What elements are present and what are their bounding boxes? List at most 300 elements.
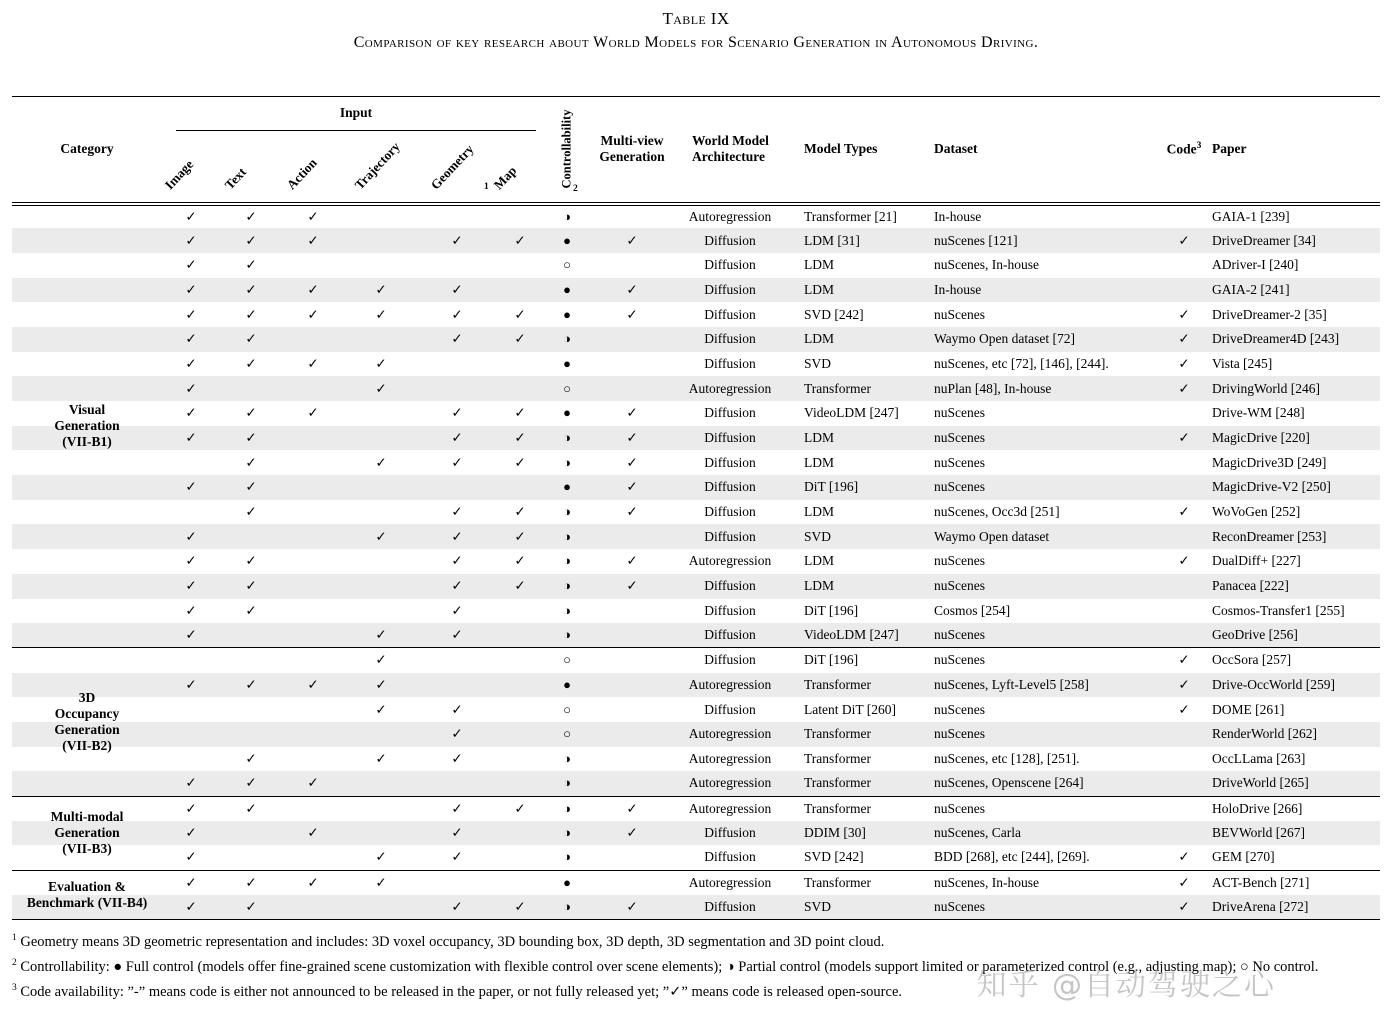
dataset-cell: nuScenes bbox=[934, 306, 985, 322]
input-check-geometry: ✓ bbox=[451, 430, 463, 446]
input-check-text: ✓ bbox=[245, 306, 257, 322]
column-header-trajectory: Trajectory bbox=[351, 138, 403, 192]
column-header-code bbox=[1160, 97, 1208, 204]
table-row bbox=[12, 352, 1380, 377]
table-row bbox=[12, 524, 1380, 549]
category-spacer bbox=[12, 549, 162, 574]
input-check-text: ✓ bbox=[245, 331, 257, 347]
category-spacer bbox=[12, 574, 162, 599]
dataset-cell: nuScenes bbox=[934, 578, 985, 594]
input-check-geometry: ✓ bbox=[451, 331, 463, 347]
code-check bbox=[1160, 450, 1208, 475]
controllability-mark: ◑ bbox=[563, 627, 571, 643]
input-check-geometry: ✓ bbox=[451, 504, 463, 520]
dataset-cell: nuScenes bbox=[934, 627, 985, 643]
category-spacer bbox=[12, 278, 162, 303]
input-check-map bbox=[496, 771, 544, 796]
code-check: ✓ bbox=[1178, 306, 1190, 322]
controllability-mark: ◑ bbox=[563, 454, 571, 470]
model-type-cell: LDM [31] bbox=[804, 232, 860, 248]
input-check-trajectory bbox=[344, 401, 418, 426]
table-number-title: Table IX bbox=[662, 9, 730, 28]
dataset-cell: nuScenes bbox=[934, 405, 985, 421]
dataset-cell: BDD [268], etc [244], [269]. bbox=[934, 849, 1090, 865]
architecture-cell: Autoregression bbox=[688, 750, 772, 766]
dataset-cell: nuScenes bbox=[934, 726, 985, 742]
input-check-image: ✓ bbox=[185, 331, 197, 347]
multiview-check: ✓ bbox=[626, 232, 638, 248]
dataset-cell: nuScenes, Occ3d [251] bbox=[934, 504, 1060, 520]
input-check-action bbox=[282, 450, 344, 475]
paper-cell: Panacea [222] bbox=[1212, 578, 1289, 594]
input-check-action bbox=[282, 623, 344, 648]
multiview-check bbox=[590, 673, 674, 698]
category-label: 3D Occupancy Generation (VII-B2) bbox=[54, 689, 120, 753]
input-check-geometry: ✓ bbox=[451, 232, 463, 248]
input-check-geometry: ✓ bbox=[451, 281, 463, 297]
input-check-map: ✓ bbox=[514, 405, 526, 421]
footnote-geometry bbox=[12, 928, 1380, 953]
model-type-cell: Transformer bbox=[804, 676, 871, 692]
input-check-text: ✓ bbox=[245, 578, 257, 594]
model-type-cell: SVD bbox=[804, 355, 832, 371]
input-check-action: ✓ bbox=[307, 281, 319, 297]
input-check-trajectory: ✓ bbox=[344, 870, 418, 895]
input-check-image: ✓ bbox=[162, 796, 220, 821]
footnotes bbox=[12, 928, 1380, 1002]
controllability-mark: ◑ bbox=[563, 430, 571, 446]
paper-cell: DrivingWorld [246] bbox=[1212, 380, 1321, 396]
input-check-geometry: ✓ bbox=[451, 701, 463, 717]
input-check-image: ✓ bbox=[185, 405, 197, 421]
input-check-geometry: ✓ bbox=[451, 553, 463, 569]
multiview-check bbox=[590, 524, 674, 549]
input-check-trajectory bbox=[344, 204, 418, 229]
input-check-image: ✓ bbox=[162, 870, 220, 895]
model-type-cell: LDM bbox=[804, 257, 834, 273]
input-check-geometry: ✓ bbox=[418, 796, 496, 821]
footnote-controllability bbox=[12, 953, 1380, 978]
table-row bbox=[12, 327, 1380, 352]
category-label: Multi-modal Generation (VII-B3) bbox=[50, 809, 124, 857]
input-check-text bbox=[220, 648, 282, 673]
dataset-cell: nuScenes bbox=[934, 479, 985, 495]
dataset-cell: nuScenes, Openscene [264] bbox=[934, 775, 1084, 791]
controllability-mark: ● bbox=[563, 405, 571, 421]
input-check-action: ✓ bbox=[307, 676, 319, 692]
code-check bbox=[1160, 253, 1208, 278]
controllability-mark: ◑ bbox=[563, 331, 571, 347]
input-check-image: ✓ bbox=[185, 281, 197, 297]
multiview-check: ✓ bbox=[626, 578, 638, 594]
input-check-trajectory bbox=[344, 771, 418, 796]
input-check-image bbox=[162, 722, 220, 747]
input-check-trajectory bbox=[344, 549, 418, 574]
table-row bbox=[12, 648, 1380, 673]
input-check-image: ✓ bbox=[185, 553, 197, 569]
input-check-action bbox=[282, 697, 344, 722]
architecture-cell: Diffusion bbox=[704, 232, 756, 248]
dataset-header-label: Dataset bbox=[934, 141, 978, 157]
header-row bbox=[12, 97, 1380, 204]
input-check-action bbox=[282, 747, 344, 772]
input-check-image bbox=[162, 450, 220, 475]
input-check-geometry bbox=[418, 673, 496, 698]
multiview-check bbox=[590, 697, 674, 722]
code-check bbox=[1160, 204, 1208, 229]
input-check-trajectory bbox=[344, 500, 418, 525]
table-row bbox=[12, 450, 1380, 475]
input-check-action bbox=[282, 253, 344, 278]
category-spacer bbox=[12, 673, 162, 698]
input-check-map bbox=[496, 697, 544, 722]
input-check-map: ✓ bbox=[514, 454, 526, 470]
input-check-image: ✓ bbox=[185, 257, 197, 273]
paper-cell: DriveDreamer [34] bbox=[1212, 232, 1316, 248]
dataset-cell: nuScenes bbox=[934, 701, 985, 717]
model-type-cell: Transformer bbox=[804, 775, 871, 791]
table-row bbox=[12, 870, 1380, 895]
dataset-cell: nuScenes, In-house bbox=[934, 257, 1039, 273]
architecture-cell: Autoregression bbox=[688, 208, 772, 224]
input-check-geometry: ✓ bbox=[451, 750, 463, 766]
architecture-cell: Autoregression bbox=[688, 676, 772, 692]
category-spacer bbox=[12, 821, 162, 846]
dataset-cell: nuScenes bbox=[916, 796, 1160, 821]
paper-cell: DualDiff+ [227] bbox=[1212, 553, 1301, 569]
input-check-text: ✓ bbox=[245, 405, 257, 421]
input-check-action: ✓ bbox=[307, 208, 319, 224]
table-row bbox=[12, 821, 1380, 846]
input-check-image: ✓ bbox=[185, 355, 197, 371]
multiview-check: ✓ bbox=[626, 479, 638, 495]
column-header-architecture bbox=[674, 97, 786, 204]
input-check-trajectory: ✓ bbox=[375, 627, 387, 643]
input-check-geometry: ✓ bbox=[451, 528, 463, 544]
input-check-action bbox=[282, 895, 344, 920]
architecture-cell: Diffusion bbox=[704, 257, 756, 273]
input-check-map bbox=[496, 722, 544, 747]
input-check-map: ✓ bbox=[514, 528, 526, 544]
input-check-map: ✓ bbox=[514, 331, 526, 347]
input-check-action: ✓ bbox=[307, 775, 319, 791]
architecture-cell: Diffusion bbox=[704, 479, 756, 495]
code-check bbox=[1160, 771, 1208, 796]
architecture-cell: Diffusion bbox=[704, 701, 756, 717]
dataset-cell: nuScenes, Carla bbox=[934, 825, 1021, 841]
category-spacer bbox=[12, 352, 162, 377]
input-check-trajectory bbox=[344, 574, 418, 599]
input-check-trajectory: ✓ bbox=[375, 355, 387, 371]
input-check-action bbox=[282, 796, 344, 821]
input-check-geometry bbox=[418, 648, 496, 673]
category-spacer bbox=[12, 426, 162, 451]
code-footnote-marker: 3 bbox=[1196, 141, 1202, 151]
architecture-cell: Diffusion bbox=[674, 648, 786, 673]
table-row bbox=[12, 204, 1380, 229]
model-type-cell: LDM bbox=[804, 578, 834, 594]
paper-cell: BEVWorld [267] bbox=[1212, 825, 1306, 841]
model-type-cell: Transformer bbox=[786, 870, 916, 895]
column-header-category bbox=[12, 97, 162, 204]
input-check-trajectory: ✓ bbox=[375, 676, 387, 692]
architecture-cell: Diffusion bbox=[704, 306, 756, 322]
input-check-text: ✓ bbox=[245, 257, 257, 273]
category-spacer bbox=[12, 450, 162, 475]
input-check-trajectory: ✓ bbox=[375, 306, 387, 322]
input-check-text: ✓ bbox=[245, 232, 257, 248]
input-check-text: ✓ bbox=[220, 796, 282, 821]
architecture-cell: Diffusion bbox=[704, 627, 756, 643]
input-check-map bbox=[496, 821, 544, 846]
architecture-header-label: World Model Architecture bbox=[692, 133, 769, 165]
paper-cell: OccLLama [263] bbox=[1212, 750, 1306, 766]
architecture-cell: Autoregression bbox=[688, 775, 772, 791]
controllability-mark: ◑ bbox=[563, 775, 571, 791]
model-type-cell: DiT [196] bbox=[786, 648, 916, 673]
category-spacer bbox=[12, 253, 162, 278]
input-check-trajectory: ✓ bbox=[375, 454, 387, 470]
table-row bbox=[12, 771, 1380, 796]
dataset-cell: nuScenes bbox=[916, 895, 1160, 920]
dataset-cell: In-house bbox=[934, 281, 982, 297]
paper-cell: OccSora [257] bbox=[1208, 648, 1380, 673]
input-check-geometry bbox=[418, 771, 496, 796]
code-check: ✓ bbox=[1178, 849, 1190, 865]
input-check-image: ✓ bbox=[185, 528, 197, 544]
input-check-map bbox=[496, 475, 544, 500]
footnote-text: Controllability: ● Full control (models offer fine-grained scene customization with flexible control over scene elements); ◑ Partial control (models support limited or parameterized control (e.g., adjusting map); ○ No control. bbox=[20, 958, 1319, 975]
input-check-text: ✓ bbox=[245, 602, 257, 618]
input-check-action bbox=[282, 574, 344, 599]
input-check-trajectory bbox=[344, 426, 418, 451]
input-check-action: ✓ bbox=[307, 825, 319, 841]
paper-cell: Cosmos-Transfer1 [255] bbox=[1212, 602, 1345, 618]
input-check-trajectory: ✓ bbox=[375, 750, 387, 766]
input-check-map bbox=[496, 870, 544, 895]
input-check-action bbox=[282, 327, 344, 352]
dataset-cell: In-house bbox=[934, 208, 982, 224]
controllability-mark: ○ bbox=[563, 257, 571, 273]
category-label: Evaluation & Benchmark (VII-B4) bbox=[26, 878, 148, 910]
code-check: ✓ bbox=[1178, 380, 1190, 396]
code-check: ✓ bbox=[1178, 355, 1190, 371]
column-header-map: Map bbox=[490, 162, 520, 192]
multiview-check bbox=[590, 722, 674, 747]
paper-cell: ADriver-I [240] bbox=[1212, 257, 1299, 273]
category-spacer bbox=[12, 845, 162, 870]
code-check bbox=[1160, 475, 1208, 500]
controllability-mark: ● bbox=[563, 355, 571, 371]
table-row bbox=[12, 895, 1380, 920]
input-check-image: ✓ bbox=[162, 895, 220, 920]
code-check bbox=[1160, 722, 1208, 747]
table-row bbox=[12, 623, 1380, 648]
multiview-check bbox=[590, 327, 674, 352]
model-type-cell: DiT [196] bbox=[804, 479, 859, 495]
input-check-map: ✓ bbox=[514, 306, 526, 322]
table-row bbox=[12, 722, 1380, 747]
multiview-check: ✓ bbox=[626, 281, 638, 297]
model-type-cell: LDM bbox=[804, 331, 834, 347]
input-check-trajectory: ✓ bbox=[375, 528, 387, 544]
category-spacer bbox=[12, 401, 162, 426]
multiview-check: ✓ bbox=[626, 553, 638, 569]
architecture-cell: Diffusion bbox=[674, 895, 786, 920]
model-type-cell: Latent DiT [260] bbox=[804, 701, 896, 717]
model-type-cell: LDM bbox=[804, 430, 834, 446]
input-check-geometry bbox=[418, 870, 496, 895]
model-type-cell: VideoLDM [247] bbox=[804, 627, 899, 643]
table-row bbox=[12, 747, 1380, 772]
input-check-text: ✓ bbox=[220, 870, 282, 895]
input-check-map bbox=[496, 204, 544, 229]
model-type-cell: SVD bbox=[786, 895, 916, 920]
input-check-text: ✓ bbox=[245, 355, 257, 371]
paper-cell: DOME [261] bbox=[1212, 701, 1285, 717]
table-row bbox=[12, 673, 1380, 698]
input-check-action bbox=[282, 426, 344, 451]
code-check bbox=[1160, 796, 1208, 821]
paper-cell: GEM [270] bbox=[1212, 849, 1275, 865]
paper-cell: GeoDrive [256] bbox=[1212, 627, 1298, 643]
controllability-mark: ◑ bbox=[563, 553, 571, 569]
paper-cell: WoVoGen [252] bbox=[1212, 504, 1301, 520]
model-type-cell: Transformer bbox=[786, 796, 916, 821]
dataset-cell: nuScenes, Lyft-Level5 [258] bbox=[934, 676, 1089, 692]
input-check-image: ✓ bbox=[185, 825, 197, 841]
table-caption: Comparison of key research about World Models for Scenario Generation in Autonomous Driving. bbox=[353, 34, 1039, 51]
category-spacer bbox=[12, 796, 162, 821]
multiview-check bbox=[590, 747, 674, 772]
input-check-image: ✓ bbox=[185, 306, 197, 322]
architecture-cell: Diffusion bbox=[704, 405, 756, 421]
input-check-trajectory bbox=[344, 599, 418, 624]
column-header-image: Image bbox=[161, 156, 197, 192]
controllability-mark: ◑ bbox=[563, 849, 571, 865]
input-group-header bbox=[162, 97, 544, 204]
category-spacer bbox=[12, 204, 162, 229]
input-check-image bbox=[162, 500, 220, 525]
input-check-trajectory: ✓ bbox=[375, 281, 387, 297]
comparison-table bbox=[12, 96, 1380, 920]
category-spacer bbox=[12, 599, 162, 624]
input-check-text: ✓ bbox=[245, 479, 257, 495]
controllability-mark: ◑ bbox=[563, 825, 571, 841]
input-check-text bbox=[220, 821, 282, 846]
footnote-marker: 3 bbox=[12, 982, 17, 993]
input-check-text: ✓ bbox=[245, 750, 257, 766]
category-spacer bbox=[12, 475, 162, 500]
model-type-cell: VideoLDM [247] bbox=[804, 405, 899, 421]
category-spacer bbox=[12, 722, 162, 747]
model-type-cell: Transformer [21] bbox=[804, 208, 897, 224]
footnote-text: Code availability: ”-” means code is either not announced to be released in the paper, or not fully released yet; ”✓” means code is released open-source. bbox=[20, 983, 903, 1000]
input-check-text: ✓ bbox=[220, 895, 282, 920]
dataset-cell: nuScenes, In-house bbox=[916, 870, 1160, 895]
multiview-check bbox=[590, 599, 674, 624]
code-check: ✓ bbox=[1178, 504, 1190, 520]
input-check-text: ✓ bbox=[245, 676, 257, 692]
code-check: ✓ bbox=[1178, 701, 1190, 717]
input-check-action: ✓ bbox=[307, 405, 319, 421]
dataset-cell: nuScenes bbox=[916, 648, 1160, 673]
input-check-text bbox=[220, 722, 282, 747]
input-check-action bbox=[282, 845, 344, 870]
input-check-action bbox=[282, 500, 344, 525]
architecture-cell: Diffusion bbox=[704, 825, 756, 841]
paper-cell: DriveArena [272] bbox=[1208, 895, 1380, 920]
input-check-text bbox=[220, 623, 282, 648]
paper-cell: ReconDreamer [253] bbox=[1212, 528, 1327, 544]
architecture-cell: Autoregression bbox=[688, 380, 772, 396]
input-check-image: ✓ bbox=[185, 479, 197, 495]
multiview-check: ✓ bbox=[626, 504, 638, 520]
category-spacer bbox=[12, 747, 162, 772]
input-check-map: ✓ bbox=[514, 504, 526, 520]
input-check-trajectory: ✓ bbox=[375, 849, 387, 865]
category-spacer bbox=[12, 623, 162, 648]
input-check-trajectory: ✓ bbox=[375, 380, 387, 396]
paper-cell: ACT-Bench [271] bbox=[1208, 870, 1380, 895]
input-check-action: ✓ bbox=[307, 306, 319, 322]
controllability-mark: ◑ bbox=[563, 750, 571, 766]
multiview-check bbox=[590, 253, 674, 278]
column-header-multiview bbox=[590, 97, 674, 204]
table-row bbox=[12, 253, 1380, 278]
input-check-geometry: ✓ bbox=[451, 578, 463, 594]
multiview-check: ✓ bbox=[626, 306, 638, 322]
input-check-image: ✓ bbox=[185, 430, 197, 446]
category-spacer bbox=[12, 697, 162, 722]
footnote-code bbox=[12, 978, 1380, 1003]
architecture-cell: Autoregression bbox=[688, 726, 772, 742]
column-header-model-types bbox=[786, 97, 916, 204]
table-row bbox=[12, 376, 1380, 401]
column-header-controllability bbox=[544, 97, 590, 204]
input-check-trajectory: ✓ bbox=[344, 648, 418, 673]
controllability-mark: ◑ bbox=[544, 796, 590, 821]
category-spacer bbox=[12, 302, 162, 327]
input-check-trajectory bbox=[344, 253, 418, 278]
controllability-mark: ○ bbox=[563, 701, 571, 717]
code-check bbox=[1160, 401, 1208, 426]
input-check-map bbox=[496, 278, 544, 303]
multiview-check: ✓ bbox=[590, 796, 674, 821]
input-check-map: ✓ bbox=[514, 232, 526, 248]
code-check bbox=[1160, 278, 1208, 303]
category-header-label: Category bbox=[60, 141, 114, 157]
zhihu-watermark: 知乎 @自动驾驶之心 bbox=[976, 968, 1276, 1003]
model-type-cell: LDM bbox=[804, 553, 834, 569]
input-check-text: ✓ bbox=[245, 775, 257, 791]
input-check-geometry: ✓ bbox=[451, 627, 463, 643]
table-row bbox=[12, 845, 1380, 870]
model-type-cell: LDM bbox=[804, 454, 834, 470]
input-check-action bbox=[282, 648, 344, 673]
controllability-mark: ◑ bbox=[563, 208, 571, 224]
multiview-check: ✓ bbox=[626, 405, 638, 421]
controllability-mark: ○ bbox=[563, 726, 571, 742]
paper-cell: Drive-WM [248] bbox=[1212, 405, 1305, 421]
geometry-footnote-marker: 1 bbox=[484, 181, 489, 192]
table-row bbox=[12, 302, 1380, 327]
column-header-geometry: Geometry bbox=[427, 140, 477, 192]
paper-cell: MagicDrive [220] bbox=[1212, 430, 1310, 446]
input-check-trajectory: ✓ bbox=[375, 701, 387, 717]
paper-cell: MagicDrive-V2 [250] bbox=[1212, 479, 1331, 495]
input-check-action bbox=[282, 722, 344, 747]
